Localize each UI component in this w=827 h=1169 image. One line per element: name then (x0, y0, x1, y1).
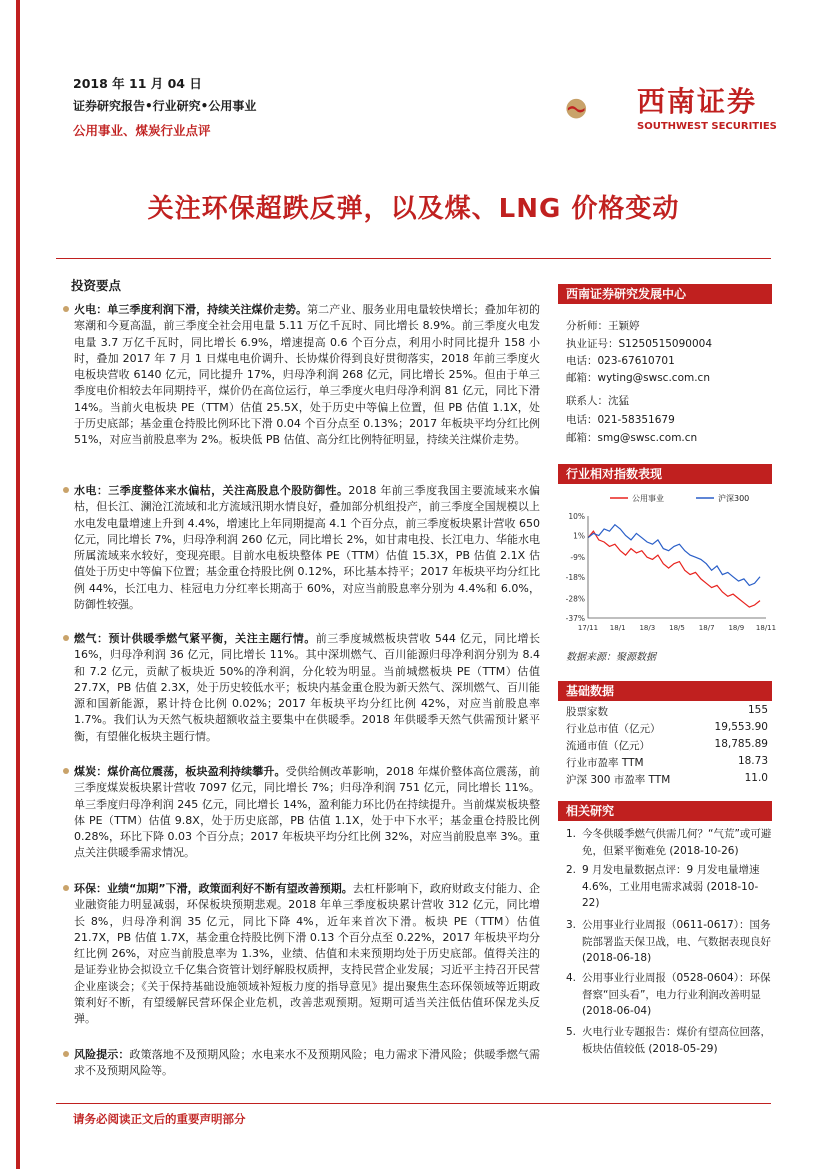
bullet-icon (63, 635, 69, 641)
summary-paragraph-risk (74, 1047, 540, 1080)
related-research-header (558, 801, 772, 821)
report-title: 关注环保超跌反弹，以及煤、LNG 价格变动 (147, 194, 680, 224)
summary-paragraph-environment (74, 881, 540, 1028)
related-report-title: 公用事业行业周报（0528-0604）：环保督察“回头看”，电力行业利润改善明显 (2018-06-04) (582, 972, 771, 1017)
related-report-number: 3. (566, 919, 577, 931)
chart-source: 数据来源：聚源数据 (566, 652, 656, 663)
x-tick-label: 18/9 (728, 624, 745, 632)
x-tick-label: 18/5 (669, 624, 685, 632)
paragraph-text: 第二产业、服务业用电量较快增长；叠加年初的寒潮和今夏高温，前三季度全社会用电量 5.11 万亿千瓦时、同比增长 8.9%。前三季度火电发电量 3.7 万亿千瓦时，同比增长 6.9%，增速提高 0.6 个百分点，利用小时同比提升 158 小时，叠加 2017 年 7 月 1 日煤电电价调升、长协煤价得到良好贯彻落实，2018 年前三季度火电板块营收 6140 亿元，同比提升 17%，归母净利润 268 亿元，同比增长 25%。但由于单三季度电价相较去年同期持平，煤价仍在高位运行，单三季度火电归母净利润 81 亿元，同比下滑 14%。当前火电板块 PE（TTM）估值 25.5X，处于历史中等偏上位置，但 PB 估值 1.1X，处于历史底部；基金重仓持股比例环比下滑 0.04 个百分点至 0.13%；2017 年板块平均分红比例 51%，对应当前股息率为 2%。板块低 PB 估值、高分红比例特征明显，持续关注煤价走势。 (74, 303, 541, 447)
paragraph-lead: 火电：单三季度利润下滑，持续关注煤价走势。 (74, 303, 308, 316)
y-tick-label: 10% (568, 512, 585, 521)
legend-utility-label: 公用事业 (632, 494, 664, 503)
chart-section-header (558, 464, 772, 484)
bullet-icon (63, 487, 69, 493)
basic-data-label: 行业总市值（亿元） (566, 723, 661, 735)
analyst-license: 执业证号：S1250515090004 (566, 338, 713, 350)
related-report-link[interactable] (566, 862, 772, 912)
summary-heading: 投资要点 (71, 278, 122, 293)
basic-data-row (566, 704, 768, 719)
y-tick-label: -28% (565, 594, 585, 604)
bullet-icon (63, 768, 69, 774)
related-report-title: 公用事业行业周报（0611-0617）：国务院部署监天保卫战，电、气数据表现良好 (2018-06-18) (582, 919, 771, 964)
related-report-title: 火电行业专题报告：煤价有望高位回落，板块估值较低 (2018-05-29) (582, 1026, 771, 1055)
report-subcategory: 公用事业、煤炭行业点评 (73, 123, 211, 138)
related-report-link[interactable] (566, 970, 772, 1020)
related-report-title: 今冬供暖季燃气供需几何？“气荒”或可避免，但紧平衡难免 (2018-10-26) (582, 828, 772, 857)
research-center-heading: 西南证券研究发展中心 (558, 284, 772, 304)
y-tick-label: 1% (573, 531, 585, 541)
swsc-logo-icon (566, 76, 630, 140)
x-tick-label: 18/7 (698, 624, 715, 632)
summary-paragraph-hydro (74, 483, 540, 613)
legend-hs300-label: 沪深300 (718, 494, 750, 503)
chart-axis (588, 516, 766, 618)
paragraph-text: 受供给侧改革影响，2018 年煤价整体高位震荡，前三季度煤炭板块累计营收 7097 亿元，同比增长 7%；归母净利润 751 亿元，同比增长 11%。单三季度归母净利润 245 亿元，同比增长 14%，盈利能力环比仍在持续提升。当前煤炭板块整体 PE（TTM）估值 9.8X，处于历史底部，PB 估值 1.1X，处于中下水平；基金重仓持股比例 0.28%，环比下降 0.03 个百分点；2017 年板块平均分红比例 32%，对应当前股息率 3%。重点关注供暖季需求情况。 (74, 765, 540, 860)
basic-data-row (566, 755, 768, 770)
report-category: 证券研究报告•行业研究•公用事业 (73, 99, 257, 113)
basic-data-heading: 基础数据 (558, 681, 772, 701)
related-report-link[interactable] (566, 1024, 772, 1057)
research-center-header (558, 284, 772, 304)
summary-paragraph-thermal (74, 302, 540, 449)
contact-name: 联系人：沈猛 (566, 395, 629, 407)
bullet-icon (63, 885, 69, 891)
y-tick-label: -18% (565, 572, 585, 582)
basic-data-label: 流通市值（亿元） (566, 740, 650, 752)
analyst-email[interactable]: 邮箱：wyting@swsc.com.cn (566, 372, 710, 384)
basic-data-value: 155 (747, 704, 768, 716)
paragraph-lead: 环保：业绩“加期”下滑，政策面利好不断有望改善预期。 (74, 882, 353, 895)
basic-data-label: 行业市盈率 TTM (566, 757, 644, 769)
x-tick-label: 18/11 (755, 624, 777, 632)
summary-paragraph-gas (74, 631, 540, 745)
related-report-title: 9 月发电量数据点评：9 月发电量增速4.6%，工业用电需求减弱 (2018-10-22) (582, 864, 760, 909)
summary-paragraph-coal (74, 764, 540, 862)
basic-data-label: 沪深 300 市盈率 TTM (566, 774, 671, 786)
related-report-number: 5. (566, 1026, 577, 1038)
basic-data-row (566, 772, 768, 787)
brand-name-cn: 西南证券 (637, 85, 758, 118)
related-report-link[interactable] (566, 917, 772, 967)
related-report-number: 2. (566, 864, 577, 876)
paragraph-lead: 煤炭：煤价高位震荡，板块盈利持续攀升。 (74, 765, 286, 778)
basic-data-label: 股票家数 (566, 706, 608, 718)
series-line-utility (588, 531, 760, 607)
footer-divider (56, 1103, 771, 1104)
bullet-icon (63, 306, 69, 312)
paragraph-text: 2018 年前三季度我国主要流域来水偏枯，但长江、澜沧江流域和北方流域汛期水情良好，叠加部分机组投产，前三季度全国规模以上水电发电量增速上升到 4.4%，增速比上年同期提高 4.1 个百分点，前三季度板块累计营收 650 亿元，同比增长 7%，归母净利润 260 亿元，同比增长 2%，如甘肃电投、长江电力、华能水电所属流域来水较好，变现亮眼。目前水电板块整体 PE（TTM）估值 15.3X，PB 估值 2.1X 估值处于历史中等偏下位置；基金重仓持股比例 0.12%，环比基本持平；2017 年板块平均分红比例 44%，长江电力、桂冠电力分红率长期高于 60%，对应当前股息率分别为 4.4%和 6.0%，防御性较强。 (74, 484, 540, 612)
x-tick-label: 18/1 (609, 624, 626, 632)
related-research-heading: 相关研究 (558, 801, 772, 821)
x-tick-label: 18/3 (639, 624, 656, 632)
basic-data-row (566, 721, 768, 736)
chart-section-heading: 行业相对指数表现 (558, 464, 772, 484)
footer-disclaimer: 请务必阅读正文后的重要声明部分 (73, 1112, 246, 1126)
paragraph-text: 去杠杆影响下，政府财政支付能力、企业融资能力明显减弱，环保板块预期悲观。2018 年单三季度板块累计营收 312 亿元，同比增长 8%，归母净利润 35 亿元，同比下降 4%，近年来首次下滑。板块 PE（TTM）估值 21.7X，PB 估值 1.7X，基金重仓持股比例下滑 0.13 个百分点至 0.22%，2017 年板块平均分红比例 26%，对应当前股息率为 1.3%，业绩、估值和未来预期均处于历史底部。值得关注的是证券业协会拟设立千亿集合资管计划纾解股权质押，支持民营企业发展；习近平主持召开民营企业座谈会；《关于保持基础设施领域补短板力度的指导意见》提出聚焦生态环保领域等近期政策利好不断，有望缓解民营环保企业危机，改善悲观预期。短期可适当关注低估值环保龙头反弹。 (74, 882, 540, 1026)
paragraph-lead: 燃气：预计供暖季燃气紧平衡，关注主题行情。 (74, 632, 316, 645)
paragraph-lead: 风险提示： (74, 1048, 130, 1061)
contact-phone: 电话：021-58351679 (566, 414, 675, 426)
title-divider (56, 258, 771, 259)
related-report-number: 4. (566, 972, 577, 984)
contact-email[interactable]: 邮箱：smg@swsc.com.cn (566, 432, 698, 444)
related-report-link[interactable] (566, 826, 772, 859)
basic-data-value: 18,785.89 (714, 738, 768, 750)
paragraph-lead: 水电：三季度整体来水偏枯，关注高股息个股防御性。 (74, 484, 349, 497)
analyst-name: 分析师：王颖婷 (566, 320, 640, 332)
analyst-phone: 电话：023-67610701 (566, 355, 675, 367)
x-tick-label: 17/11 (577, 624, 599, 632)
basic-data-value: 18.73 (737, 755, 768, 767)
report-date: 2018 年 11 月 04 日 (73, 76, 202, 91)
relative-index-chart (558, 488, 777, 644)
related-report-number: 1. (566, 828, 577, 840)
paragraph-text: 政策落地不及预期风险；水电来水不及预期风险；电力需求下滑风险；供暖季燃气需求不及预期风险等。 (74, 1048, 541, 1078)
series-line-hs300 (588, 525, 760, 586)
basic-data-row (566, 738, 768, 753)
brand-name-en: SOUTHWEST SECURITIES (637, 121, 777, 132)
y-tick-label: -9% (570, 553, 585, 563)
basic-data-value: 11.0 (744, 772, 768, 784)
y-tick-label: -37% (565, 614, 585, 623)
bullet-icon (63, 1051, 69, 1057)
chart-legend (610, 493, 749, 503)
basic-data-header (558, 681, 772, 701)
paragraph-text: 前三季度城燃板块营收 544 亿元，同比增长 16%，归母净利润 36 亿元，同比增长 11%。其中深圳燃气、百川能源归母净利润分别为 8.4 和 7.2 亿元，贡献了板块近 50%的净利润，分化较为明显。当前城燃板块 PE（TTM）估值 27.7X，PB 估值 2.3X，处于历史较低水平；板块内基金重仓股为新天然气、深圳燃气、百川能源和国新能源，累计持仓比例 0.02%；2017 年板块平均分红比例 42%，对应当前股息率 1.7%。我们认为天然气板块超额收益主要集中在供暖季。2018 年供暖季天然气供需预计紧平衡，有望催化板块主题行情。 (74, 632, 540, 743)
left-accent-bar (16, 0, 20, 1169)
basic-data-value: 19,553.90 (714, 721, 768, 733)
